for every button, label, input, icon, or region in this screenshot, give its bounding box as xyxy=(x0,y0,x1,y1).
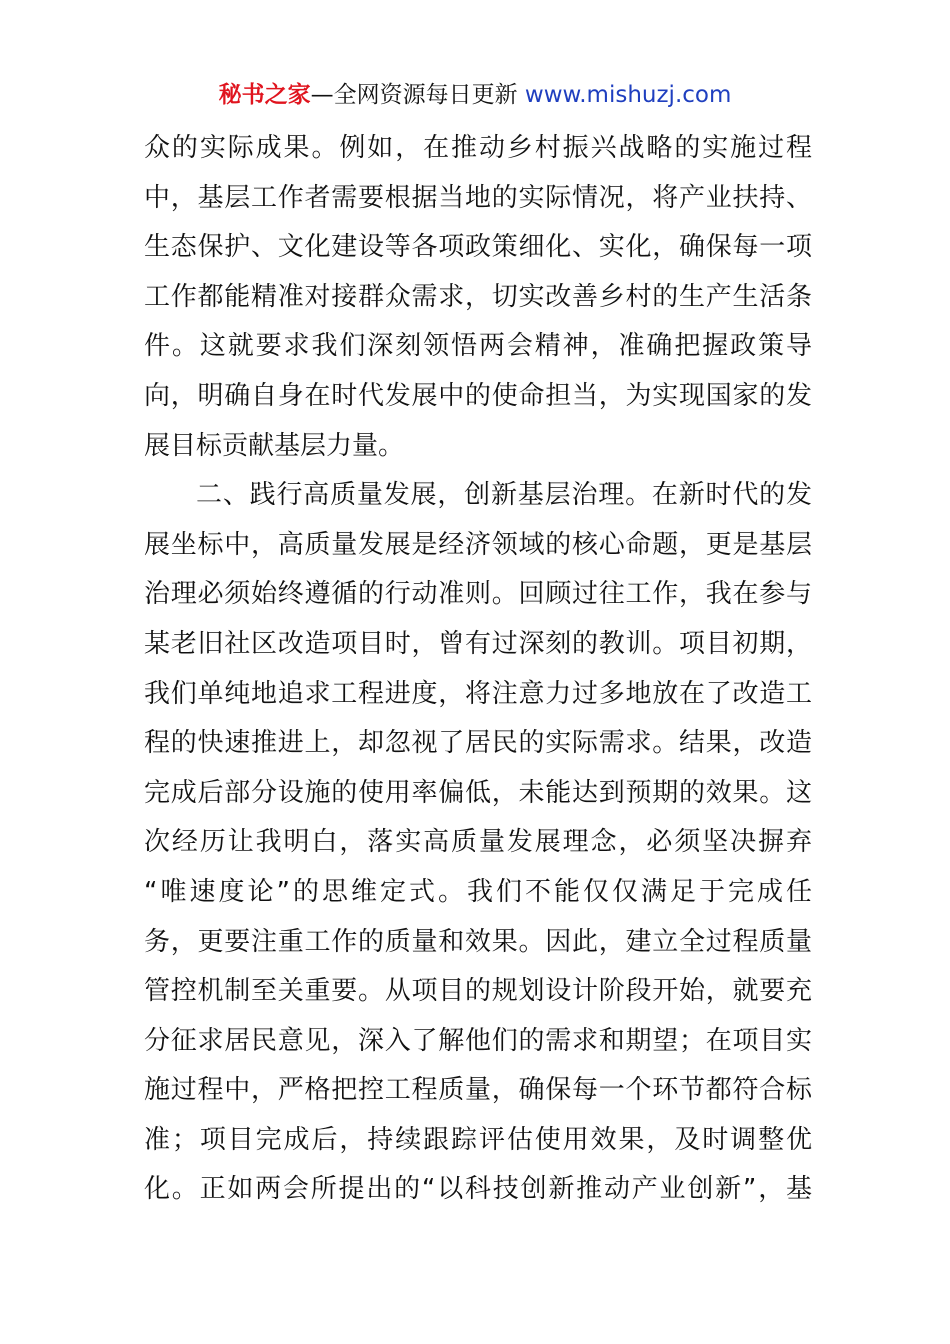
text-line: 务，更要注重工作的质量和效果。因此，建立全过程质量 xyxy=(144,926,812,957)
text-line: 准；项目完成后，持续跟踪评估使用效果，及时调整优 xyxy=(144,1124,812,1155)
text-line: 管控机制至关重要。从项目的规划设计阶段开始，就要充 xyxy=(144,976,812,1007)
text-line: 向，明确自身在时代发展中的使命担当，为实现国家的发 xyxy=(144,380,812,411)
text-line: “唯速度论”的思维定式。我们不能仅仅满足于完成任 xyxy=(144,876,812,907)
text-line: 工作都能精准对接群众需求，切实改善乡村的生产生活条 xyxy=(144,281,812,312)
text-line: 次经历让我明白，落实高质量发展理念，必须坚决摒弃 xyxy=(144,827,812,858)
text-line: 施过程中，严格把控工程质量，确保每一个环节都符合标 xyxy=(144,1075,812,1106)
text-line: 我们单纯地追求工程进度，将注意力过多地放在了改造工 xyxy=(144,678,812,709)
site-header xyxy=(0,78,950,112)
brand-name: 秘书之家 xyxy=(218,82,311,108)
section-heading-line: 二、践行高质量发展，创新基层治理。在新时代的发 xyxy=(196,480,812,511)
text-line: 化。正如两会所提出的“以科技创新推动产业创新”，基 xyxy=(144,1174,812,1205)
text-line: 中，基层工作者需要根据当地的实际情况，将产业扶持、 xyxy=(144,182,812,213)
header-tagline: 全网资源每日更新 xyxy=(333,82,518,108)
text-line: 众的实际成果。例如，在推动乡村振兴战略的实施过程 xyxy=(144,133,812,163)
text-line: 分征求居民意见，深入了解他们的需求和期望；在项目实 xyxy=(144,1025,812,1056)
article-body xyxy=(144,124,812,1215)
text-line: 完成后部分设施的使用率偏低，未能达到预期的效果。这 xyxy=(144,777,812,808)
header-dash: — xyxy=(310,82,334,108)
text-line: 某老旧社区改造项目时，曾有过深刻的教训。项目初期， xyxy=(144,628,812,659)
text-line: 件。这就要求我们深刻领悟两会精神，准确把握政策导 xyxy=(144,331,812,362)
text-line: 展目标贡献基层力量。 xyxy=(144,430,405,461)
text-line: 治理必须始终遵循的行动准则。回顾过往工作，我在参与 xyxy=(144,579,812,610)
text-line: 展坐标中，高质量发展是经济领域的核心命题，更是基层 xyxy=(144,529,812,560)
site-url-link[interactable]: www.mishuzj.com xyxy=(524,82,732,108)
text-line: 生态保护、文化建设等各项政策细化、实化，确保每一项 xyxy=(144,232,812,263)
text-line: 程的快速推进上，却忽视了居民的实际需求。结果，改造 xyxy=(144,728,812,759)
